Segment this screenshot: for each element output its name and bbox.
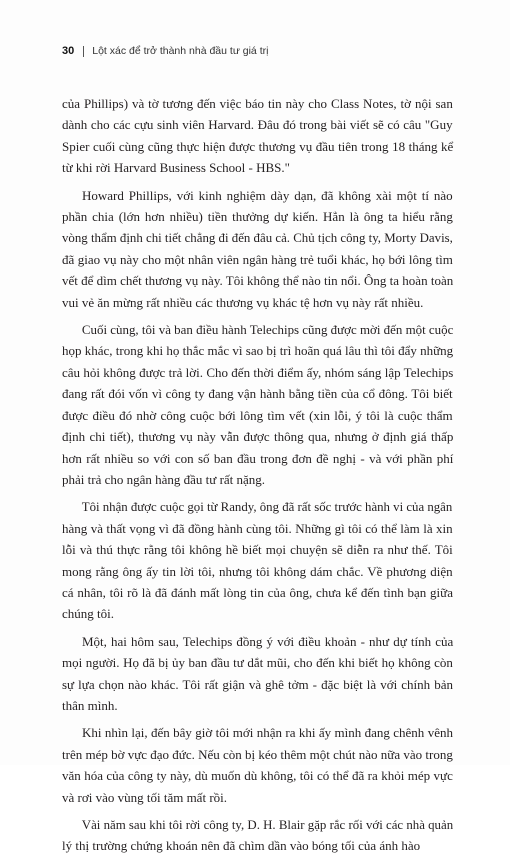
text-line: Spier cuối cùng cũng thực hiện được thương vụ đầu tiên trong 18 tháng kể <box>62 138 454 154</box>
body-text <box>62 93 453 857</box>
text-line: văn hóa của công ty này, dù muốn dù không, tôi có thể đã ra khỏi mép vực <box>62 768 453 784</box>
text-line: định chi tiết), thương vụ này vẫn được thông qua, nhưng ở định giá thấp <box>62 429 454 445</box>
paragraph <box>62 496 453 624</box>
text-line: vui vẻ ăn mừng rất nhiều các thương vụ khác tệ hơn vụ này rất nhiều. <box>62 294 424 310</box>
text-line: sự lựa chọn nào khác. Tôi rất giận và ghê tởm - đặc biệt là với chính bản <box>62 676 453 692</box>
text-line: lý thị trường chứng khoán nên đã chìm dần vào bóng tối của ánh hào <box>62 838 421 854</box>
page-number: 30 <box>62 45 75 57</box>
text-line: dành cho các cựu sinh viên Harvard. Đâu đó trong bài viết sẽ có câu "Guy <box>62 117 453 133</box>
text-line: và rơi vào vùng tối tăm mất rồi. <box>62 789 228 805</box>
text-line: đang rất đói vốn vì công ty đang vận hành bằng tiền của cổ đông. Tôi biết <box>62 386 453 402</box>
text-line: Howard Phillips, với kinh nghiệm dày dạn, đã không xài một tí nào <box>82 187 453 203</box>
text-line: hàng và thất vọng vì đã đồng hành cùng tôi. Những gì tôi có thể làm là xin <box>62 520 453 536</box>
text-line: Tôi nhận được cuộc gọi từ Randy, ông đã rất sốc trước hành vi của ngân <box>81 499 453 515</box>
paragraph <box>62 319 453 490</box>
text-line: lỗi và thú thực rằng tôi không hề biết mọi chuyện sẽ diễn ra như thế. Tôi <box>62 542 453 558</box>
text-line: mong rằng ông ấy tin lời tôi, nhưng tôi không dám chắc. Về phương diện <box>62 563 453 579</box>
text-line: câu hỏi không được trả lời. Cho đến thời điểm ấy, nhóm sáng lập Telechips <box>62 364 454 380</box>
header-divider <box>83 46 84 57</box>
text-line: phải trả cho ngân hàng đầu tư rất nặng. <box>62 471 266 487</box>
text-line: đã giao vụ này cho một nhân viên ngân hàng trẻ tuổi khác, họ bới lông tìm <box>62 251 453 267</box>
text-line: thân mình. <box>62 697 118 713</box>
text-line: Một, hai hôm sau, Telechips đồng ý với điều khoản - như dự tính của <box>82 633 454 649</box>
paragraph <box>62 814 453 857</box>
paragraph <box>62 722 453 808</box>
text-line: Vài năm sau khi tôi rời công ty, D. H. Blair gặp rắc rối với các nhà quản <box>81 817 454 832</box>
text-line: vòng thẩm định chi tiết chẳng đi đến đâu cả. Chủ tịch công ty, Morty Davis, <box>62 230 453 246</box>
paragraph <box>62 93 453 179</box>
text-line: cá nhân, tôi rõ là đã đánh mất lòng tin của ông, chưa kể đến tình bạn giữa <box>62 584 453 600</box>
text-line: mọi người. Họ đã bị ủy ban đầu tư dắt mũi, cho đến khi biết họ không còn <box>62 655 453 671</box>
running-header <box>62 43 268 59</box>
text-line: họp khác, trong khi họ thắc mắc vì sao bị trì hoãn quá lâu thì tôi đẩy những <box>62 343 454 359</box>
paragraph <box>62 631 453 717</box>
text-line: chúng tôi. <box>62 606 114 622</box>
text-line: được điều đó nhờ công cuộc bới lông tìm vết (xin lỗi, ý tôi là cuộc thẩm <box>62 407 453 423</box>
text-line: hơn rất nhiều so với con số ban đầu trong đơn đề nghị - và với phần phí <box>62 450 454 466</box>
text-line: Khi nhìn lại, đến bây giờ tôi mới nhận ra khi ấy mình đang chênh vênh <box>82 725 453 741</box>
text-line: của Phillips) và tờ tương đến việc báo tin này cho Class Notes, tờ nội san <box>62 96 453 111</box>
text-line: trên mép bờ vực đạo đức. Nếu còn bị kéo thêm một chút nào nữa vào trong <box>62 746 453 762</box>
text-line: vết để dìm chết thương vụ này. Tôi không thể nào tin nổi. Ông ta hoàn toàn <box>62 273 454 289</box>
text-line: phần chia (lớn hơn nhiều) tiền thưởng dự kiến. Hẳn là ông ta hiểu rằng <box>62 209 453 225</box>
paragraph <box>62 185 453 313</box>
text-line: từ khi rời Harvard Business School - HBS." <box>62 160 290 176</box>
running-title: Lột xác để trở thành nhà đầu tư giá trị <box>92 45 269 57</box>
text-line: Cuối cùng, tôi và ban điều hành Telechips cũng được mời đến một cuộc <box>81 322 454 338</box>
